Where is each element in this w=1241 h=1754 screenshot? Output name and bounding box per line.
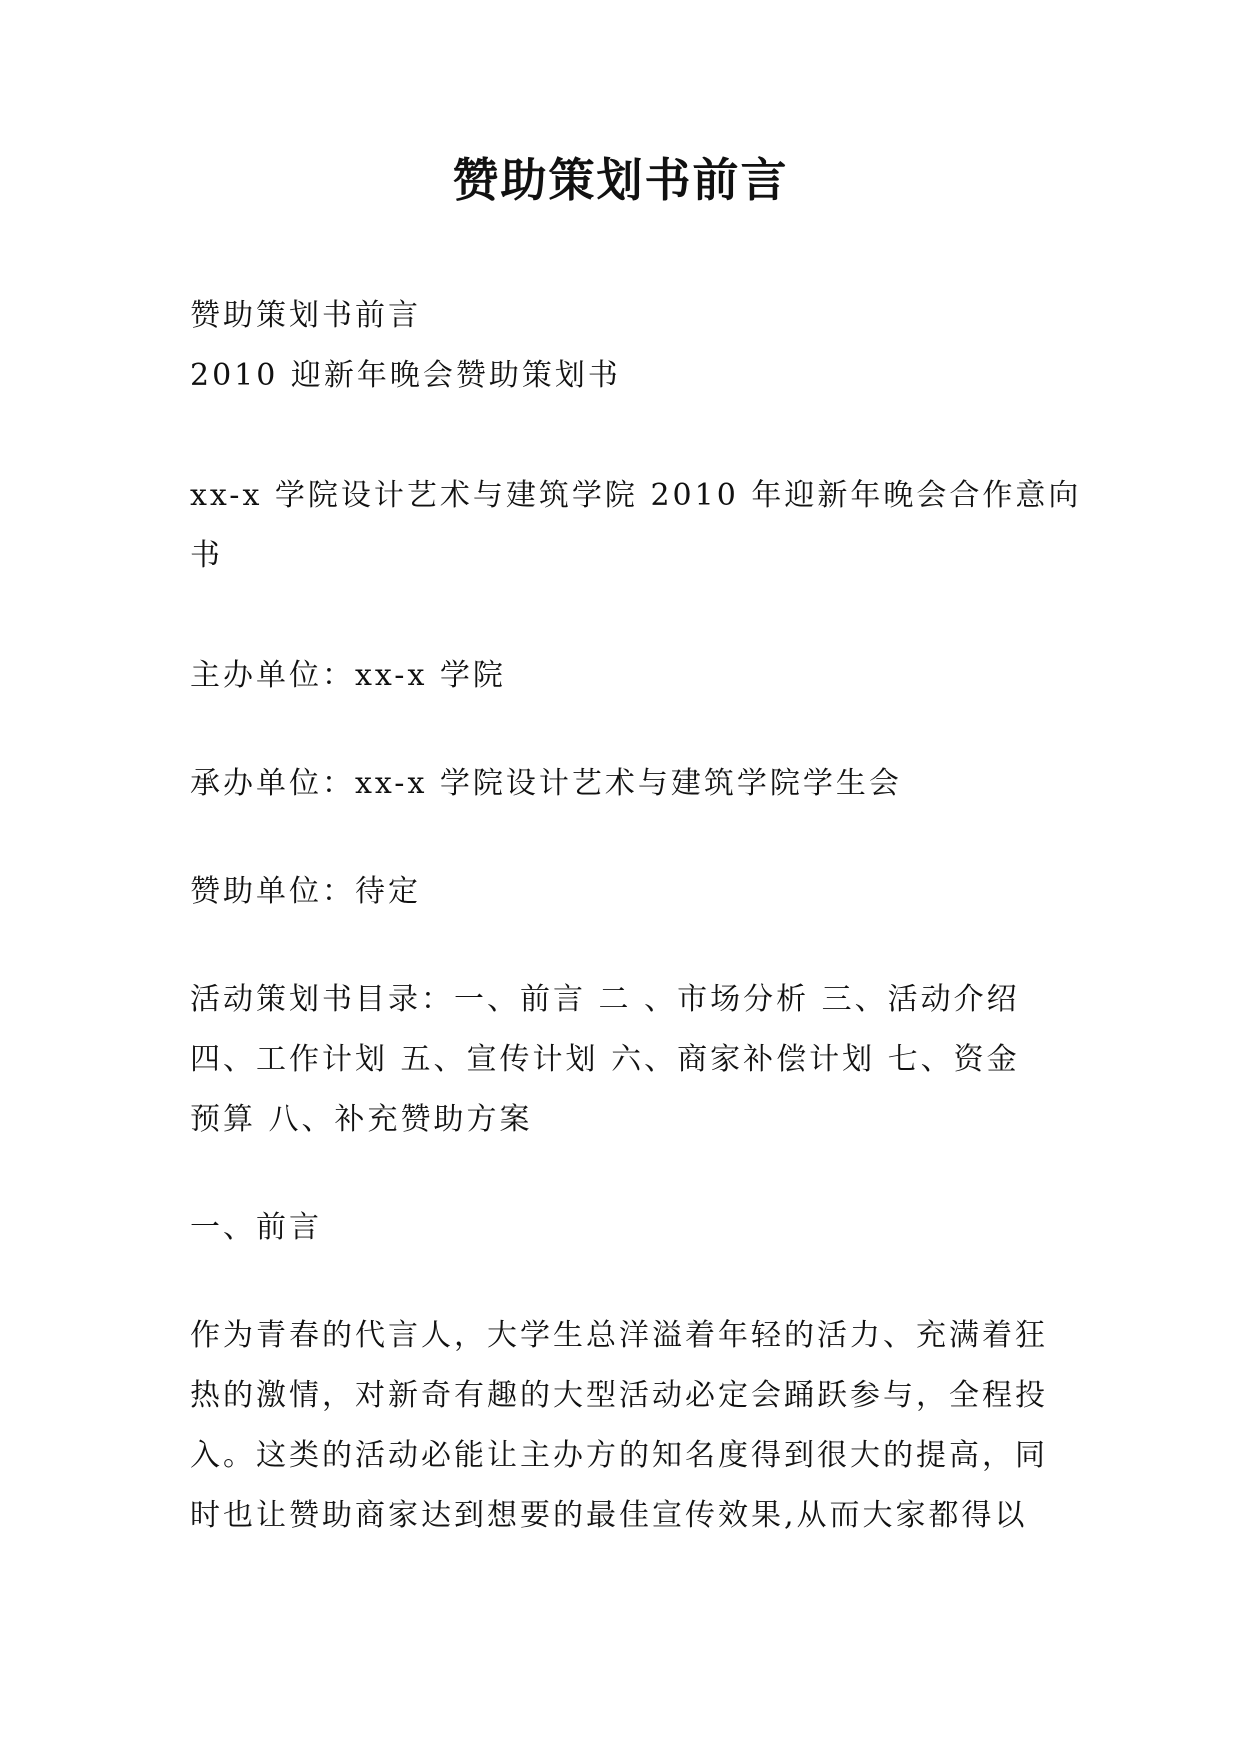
subtitle: 2010 迎新年晚会赞助策划书: [190, 358, 621, 393]
spacer: [190, 1258, 1050, 1306]
document-title: 赞助策划书前言: [452, 153, 789, 207]
organizer-line: 主办单位：xx-x 学院: [190, 658, 506, 693]
intent-line-1: xx-x 学院设计艺术与建筑学院 2010 年迎新年晚会合作意向: [190, 478, 1082, 513]
sponsor-line: 赞助单位：待定: [190, 874, 421, 909]
section-heading-preface: 一、前言: [190, 1210, 322, 1245]
spacer: [190, 1150, 1050, 1198]
intent-line-2: 书: [190, 538, 223, 573]
heading-repeat: 赞助策划书前言: [190, 298, 421, 333]
spacer: [190, 814, 1050, 862]
body-line-1: 作为青春的代言人，大学生总洋溢着年轻的活力、充满着狂: [190, 1318, 1048, 1353]
toc-line-1: 活动策划书目录：一、前言 二 、市场分析 三、活动介绍: [190, 982, 1020, 1017]
spacer: [190, 406, 1050, 466]
document-body: [190, 286, 1082, 1546]
toc-line-3: 预算 八、补充赞助方案: [190, 1102, 533, 1137]
toc-line-2: 四、工作计划 五、宣传计划 六、商家补偿计划 七、资金: [190, 1042, 1020, 1077]
spacer: [190, 586, 1050, 646]
spacer: [190, 922, 1050, 970]
body-line-4: 时也让赞助商家达到想要的最佳宣传效果,从而大家都得以: [190, 1498, 1028, 1533]
body-line-3: 入。这类的活动必能让主办方的知名度得到很大的提高，同: [190, 1438, 1048, 1473]
spacer: [190, 706, 1050, 754]
co-organizer-line: 承办单位：xx-x 学院设计艺术与建筑学院学生会: [190, 766, 902, 801]
body-line-2: 热的激情，对新奇有趣的大型活动必定会踊跃参与，全程投: [190, 1378, 1048, 1413]
